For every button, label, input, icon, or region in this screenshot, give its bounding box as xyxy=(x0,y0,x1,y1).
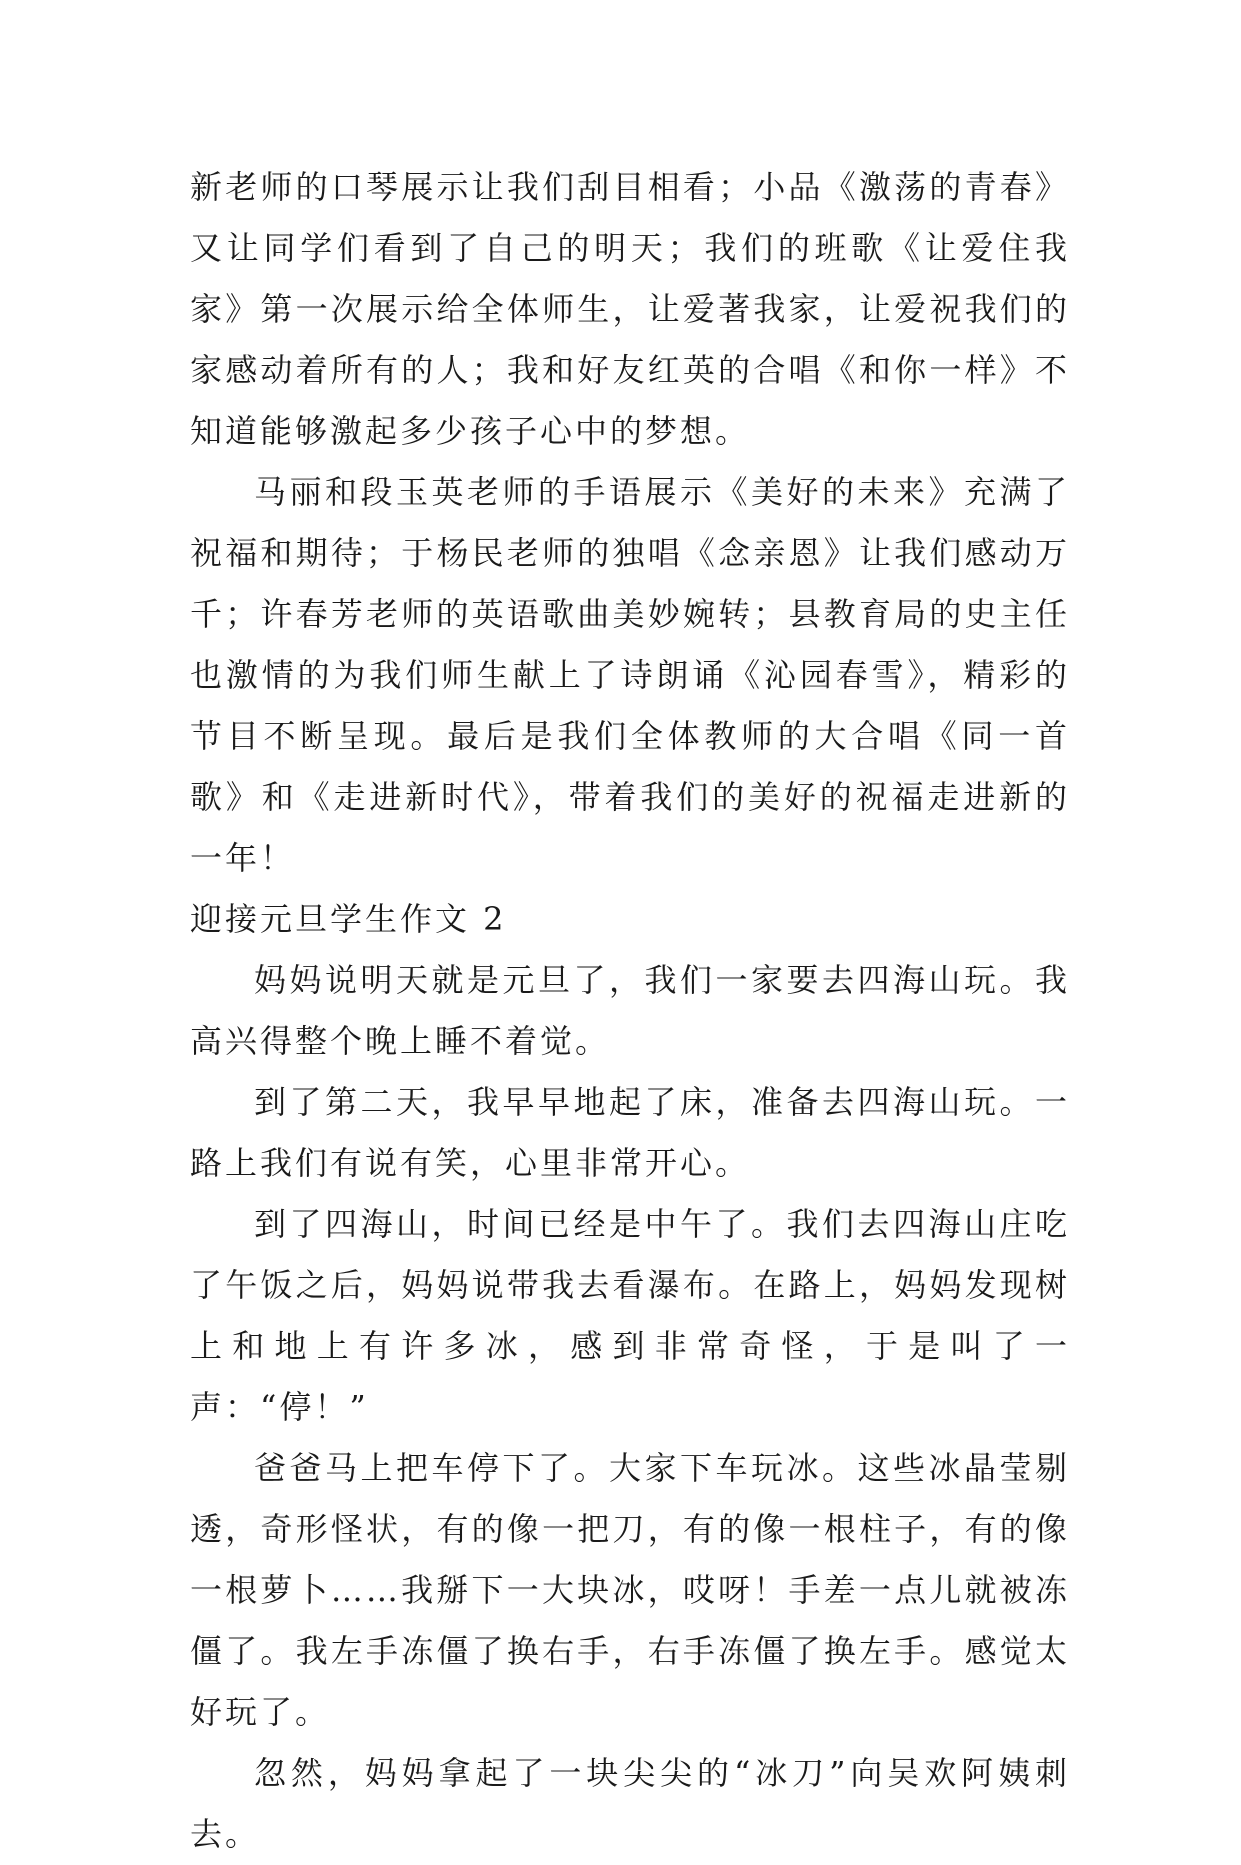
paragraph-4: 到了第二天，我早早地起了床，准备去四海山玩。一路上我们有说有笑，心里非常开心。 xyxy=(190,1083,1070,1182)
paragraph-7: 忽然，妈妈拿起了一块尖尖的“冰刀”向吴欢阿姨刺去。 xyxy=(190,1754,1070,1853)
document-body xyxy=(190,157,1070,1865)
essay-heading: 迎接元旦学生作文 2 xyxy=(190,900,507,938)
paragraph-6: 爸爸马上把车停下了。大家下车玩冰。这些冰晶莹剔透，奇形怪状，有的像一把刀，有的像一根柱子，有的像一根萝卜……我掰下一大块冰，哎呀！手差一点儿就被冻僵了。我左手冻僵了换右手，右手冻僵了换左手。感觉太好玩了。 xyxy=(190,1449,1070,1731)
paragraph-3: 妈妈说明天就是元旦了，我们一家要去四海山玩。我高兴得整个晚上睡不着觉。 xyxy=(190,961,1070,1060)
paragraph-1: 新老师的口琴展示让我们刮目相看；小品《激荡的青春》又让同学们看到了自己的明天；我们的班歌《让爱住我家》第一次展示给全体师生，让爱著我家，让爱祝我们的家感动着所有的人；我和好友红英的合唱《和你一样》不知道能够激起多少孩子心中的梦想。 xyxy=(190,168,1070,450)
paragraph-5: 到了四海山，时间已经是中午了。我们去四海山庄吃了午饭之后，妈妈说带我去看瀑布。在路上，妈妈发现树上和地上有许多冰，感到非常奇怪，于是叫了一声：“停！” xyxy=(190,1205,1070,1426)
paragraph-2: 马丽和段玉英老师的手语展示《美好的未来》充满了祝福和期待；于杨民老师的独唱《念亲恩》让我们感动万千；许春芳老师的英语歌曲美妙婉转；县教育局的史主任也激情的为我们师生献上了诗朗诵《沁园春雪》，精彩的节目不断呈现。最后是我们全体教师的大合唱《同一首歌》和《走进新时代》，带着我们的美好的祝福走进新的一年！ xyxy=(190,473,1070,877)
